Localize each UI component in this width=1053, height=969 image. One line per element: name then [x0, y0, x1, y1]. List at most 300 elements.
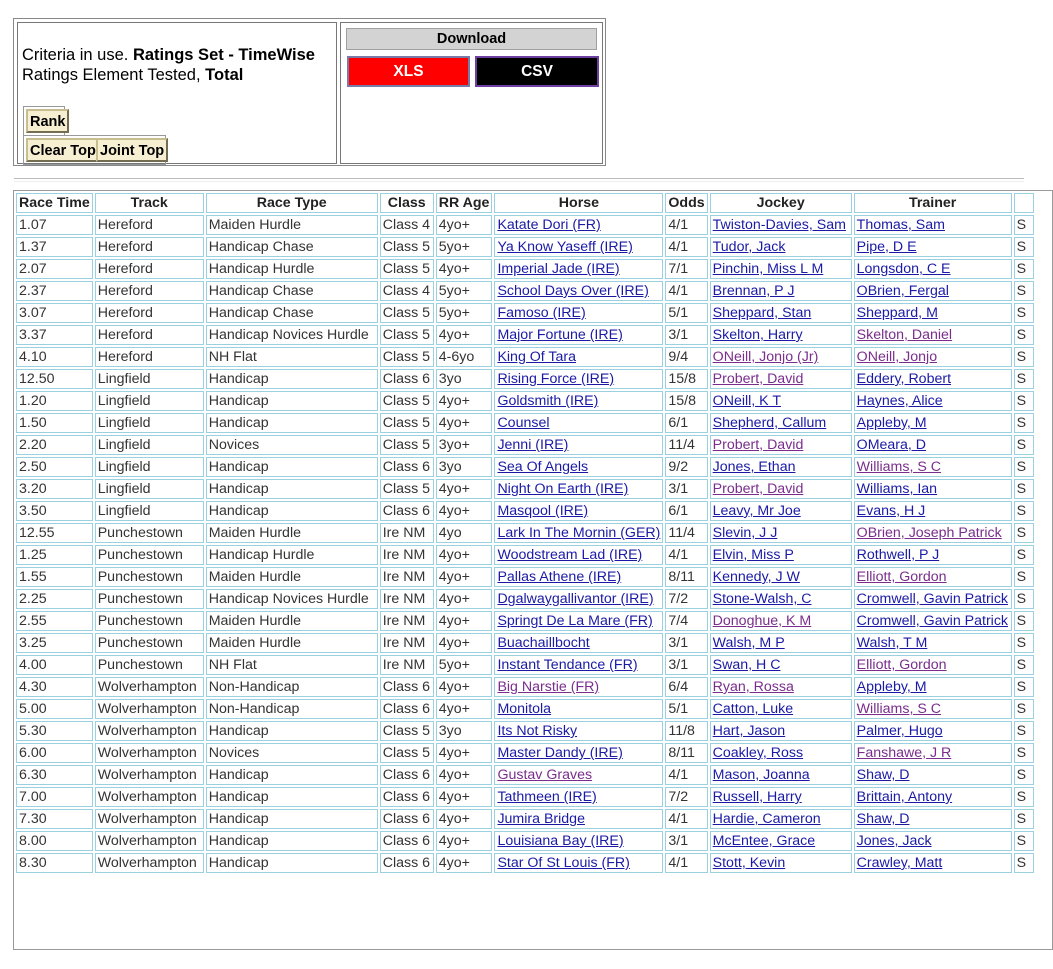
jockey-link[interactable]: Skelton, Harry [712, 327, 803, 343]
class-cell: Class 6 [380, 699, 434, 719]
extra-cell: S [1014, 699, 1034, 719]
trainer-cell [854, 435, 1012, 455]
rr-age-cell: 4yo+ [436, 545, 493, 565]
race-type-cell: Handicap [206, 457, 378, 477]
jockey-link[interactable]: Tudor, Jack [712, 239, 786, 255]
col-header-race-time[interactable]: Race Time [16, 193, 93, 213]
track-cell: Lingfield [95, 435, 204, 455]
extra-cell: S [1014, 259, 1034, 279]
trainer-cell [854, 765, 1012, 785]
track-cell: Hereford [95, 303, 204, 323]
horse-link[interactable]: Instant Tendance (FR) [497, 657, 638, 673]
odds-cell: 15/8 [665, 369, 707, 389]
class-cell: Class 5 [380, 743, 434, 763]
odds-cell: 4/1 [665, 215, 707, 235]
jockey-cell [710, 237, 852, 257]
track-cell: Wolverhampton [95, 831, 204, 851]
race-time-cell: 2.07 [16, 259, 93, 279]
track-cell: Lingfield [95, 413, 204, 433]
class-cell: Class 5 [380, 259, 434, 279]
odds-cell: 3/1 [665, 655, 707, 675]
trainer-link[interactable]: Elliott, Gordon [856, 657, 947, 673]
table-body [16, 215, 1034, 873]
table-row [16, 655, 1034, 675]
horse-link[interactable]: Master Dandy (IRE) [497, 745, 623, 761]
horse-link[interactable]: Rising Force (IRE) [497, 371, 615, 387]
extra-cell: S [1014, 237, 1034, 257]
race-time-cell: 2.37 [16, 281, 93, 301]
race-time-cell: 12.50 [16, 369, 93, 389]
extra-cell: S [1014, 303, 1034, 323]
horse-link[interactable]: Pallas Athene (IRE) [497, 569, 622, 585]
horse-cell [494, 457, 663, 477]
track-cell: Hereford [95, 347, 204, 367]
horse-cell [494, 413, 663, 433]
jockey-link[interactable]: Hardie, Cameron [712, 811, 821, 827]
jockey-link[interactable]: Elvin, Miss P [712, 547, 794, 563]
race-time-cell: 7.00 [16, 787, 93, 807]
track-cell: Wolverhampton [95, 765, 204, 785]
extra-cell: S [1014, 215, 1034, 235]
odds-cell: 15/8 [665, 391, 707, 411]
jockey-link[interactable]: Coakley, Ross [712, 745, 804, 761]
horse-link[interactable]: Jumira Bridge [497, 811, 585, 827]
jockey-link[interactable]: Stott, Kevin [712, 855, 786, 871]
trainer-link[interactable]: Thomas, Sam [856, 217, 945, 233]
odds-cell: 3/1 [665, 831, 707, 851]
horse-cell [494, 853, 663, 873]
odds-cell: 3/1 [665, 479, 707, 499]
table-row [16, 369, 1034, 389]
horse-link[interactable]: Gustav Graves [497, 767, 593, 783]
trainer-link[interactable]: Appleby, M [856, 679, 927, 695]
rr-age-cell: 4yo+ [436, 325, 493, 345]
odds-cell: 7/2 [665, 787, 707, 807]
ratings-element-value: Total [205, 66, 244, 84]
class-cell: Class 5 [380, 413, 434, 433]
jockey-cell [710, 281, 852, 301]
horse-cell [494, 325, 663, 345]
track-cell: Punchestown [95, 523, 204, 543]
trainer-link[interactable]: Williams, S C [856, 459, 941, 475]
odds-cell: 6/1 [665, 501, 707, 521]
trainer-link[interactable]: Brittain, Antony [856, 789, 953, 805]
extra-cell: S [1014, 765, 1034, 785]
trainer-link[interactable]: Pipe, D E [856, 239, 917, 255]
race-time-cell: 6.30 [16, 765, 93, 785]
criteria-panel [13, 18, 606, 166]
trainer-link[interactable]: Fanshawe, J R [856, 745, 952, 761]
col-header-trainer[interactable]: Trainer [854, 193, 1012, 213]
class-cell: Class 5 [380, 303, 434, 323]
race-type-cell: Handicap [206, 853, 378, 873]
horse-link[interactable]: Counsel [497, 415, 550, 431]
trainer-cell [854, 457, 1012, 477]
track-cell: Punchestown [95, 545, 204, 565]
trainer-cell [854, 479, 1012, 499]
race-type-cell: Handicap [206, 787, 378, 807]
jockey-link[interactable]: Hart, Jason [712, 723, 786, 739]
jockey-cell [710, 545, 852, 565]
jockey-link[interactable]: McEntee, Grace [712, 833, 816, 849]
horse-link[interactable]: Masqool (IRE) [497, 503, 589, 519]
col-header-track[interactable]: Track [95, 193, 204, 213]
jockey-link[interactable]: Donoghue, K M [712, 613, 812, 629]
odds-cell: 8/11 [665, 567, 707, 587]
trainer-link[interactable]: Walsh, T M [856, 635, 928, 651]
table-row [16, 523, 1034, 543]
jockey-link[interactable]: Jones, Ethan [712, 459, 796, 475]
horse-link[interactable]: Night On Earth (IRE) [497, 481, 629, 497]
extra-cell: S [1014, 831, 1034, 851]
horse-cell [494, 677, 663, 697]
class-cell: Class 6 [380, 853, 434, 873]
jockey-cell [710, 787, 852, 807]
trainer-link[interactable]: Cromwell, Gavin Patrick [856, 591, 1009, 607]
class-cell: Class 6 [380, 831, 434, 851]
rr-age-cell: 5yo+ [436, 237, 493, 257]
trainer-cell [854, 787, 1012, 807]
horse-link[interactable]: Goldsmith (IRE) [497, 393, 599, 409]
horse-link[interactable]: Major Fortune (IRE) [497, 327, 623, 343]
rr-age-cell: 4yo+ [436, 765, 493, 785]
rank-button[interactable]: Rank [26, 109, 69, 133]
race-type-cell: Maiden Hurdle [206, 611, 378, 631]
table-row [16, 237, 1034, 257]
trainer-cell [854, 589, 1012, 609]
jockey-cell [710, 413, 852, 433]
table-row [16, 215, 1034, 235]
trainer-cell [854, 391, 1012, 411]
jockey-link[interactable]: Walsh, M P [712, 635, 785, 651]
horse-cell [494, 281, 663, 301]
extra-cell: S [1014, 545, 1034, 565]
horse-link[interactable]: Buachaillbocht [497, 635, 590, 651]
jockey-link[interactable]: Swan, H C [712, 657, 781, 673]
race-time-cell: 3.07 [16, 303, 93, 323]
col-header-class[interactable]: Class [380, 193, 434, 213]
jockey-link[interactable]: Leavy, Mr Joe [712, 503, 801, 519]
jockey-link[interactable]: Slevin, J J [712, 525, 778, 541]
horse-cell [494, 633, 663, 653]
race-time-cell: 1.20 [16, 391, 93, 411]
trainer-link[interactable]: Appleby, M [856, 415, 927, 431]
odds-cell: 4/1 [665, 765, 707, 785]
trainer-link[interactable]: Longsdon, C E [856, 261, 951, 277]
class-cell: Class 4 [380, 281, 434, 301]
table-row [16, 545, 1034, 565]
table-row [16, 831, 1034, 851]
extra-cell: S [1014, 479, 1034, 499]
jockey-link[interactable]: Probert, David [712, 481, 804, 497]
horse-link[interactable]: Jenni (IRE) [497, 437, 569, 453]
table-row [16, 633, 1034, 653]
track-cell: Hereford [95, 325, 204, 345]
horse-cell [494, 347, 663, 367]
race-time-cell: 2.25 [16, 589, 93, 609]
ratings-element-label: Ratings Element Tested, [22, 66, 201, 84]
horse-link[interactable]: Tathmeen (IRE) [497, 789, 597, 805]
jockey-link[interactable]: Brennan, P J [712, 283, 795, 299]
class-cell: Class 6 [380, 677, 434, 697]
track-cell: Hereford [95, 237, 204, 257]
class-cell: Ire NM [380, 545, 434, 565]
table-row [16, 435, 1034, 455]
table-header-row [16, 193, 1034, 213]
rr-age-cell: 4yo+ [436, 699, 493, 719]
track-cell: Wolverhampton [95, 721, 204, 741]
jockey-cell [710, 655, 852, 675]
xls-download-button[interactable]: XLS [347, 56, 470, 87]
table-row [16, 347, 1034, 367]
rr-age-cell: 5yo+ [436, 303, 493, 323]
trainer-link[interactable]: Eddery, Robert [856, 371, 952, 387]
results-table [14, 191, 1036, 875]
jockey-link[interactable]: Kennedy, J W [712, 569, 800, 585]
odds-cell: 3/1 [665, 325, 707, 345]
trainer-link[interactable]: Haynes, Alice [856, 393, 943, 409]
horse-link[interactable]: Star Of St Louis (FR) [497, 855, 630, 871]
race-type-cell: Handicap [206, 413, 378, 433]
track-cell: Wolverhampton [95, 809, 204, 829]
trainer-link[interactable]: Palmer, Hugo [856, 723, 943, 739]
class-cell: Class 5 [380, 479, 434, 499]
jockey-cell [710, 809, 852, 829]
track-cell: Punchestown [95, 633, 204, 653]
horse-cell [494, 721, 663, 741]
jockey-cell [710, 259, 852, 279]
horse-cell [494, 545, 663, 565]
jockey-link[interactable]: Shepherd, Callum [712, 415, 827, 431]
jockey-link[interactable]: Probert, David [712, 371, 804, 387]
horse-cell [494, 699, 663, 719]
trainer-link[interactable]: Rothwell, P J [856, 547, 940, 563]
class-cell: Class 6 [380, 501, 434, 521]
race-type-cell: Handicap Hurdle [206, 259, 378, 279]
race-time-cell: 8.00 [16, 831, 93, 851]
race-time-cell: 3.50 [16, 501, 93, 521]
trainer-cell [854, 743, 1012, 763]
jockey-link[interactable]: ONeill, Jonjo (Jr) [712, 349, 819, 365]
table-row [16, 787, 1034, 807]
rr-age-cell: 4yo+ [436, 589, 493, 609]
extra-cell: S [1014, 677, 1034, 697]
horse-link[interactable]: Ya Know Yaseff (IRE) [497, 239, 633, 255]
horse-link[interactable]: Woodstream Lad (IRE) [497, 547, 643, 563]
trainer-link[interactable]: Skelton, Daniel [856, 327, 953, 343]
jockey-cell [710, 325, 852, 345]
horse-link[interactable]: Big Narstie (FR) [497, 679, 600, 695]
jockey-link[interactable]: Sheppard, Stan [712, 305, 812, 321]
extra-cell: S [1014, 743, 1034, 763]
horse-cell [494, 655, 663, 675]
trainer-cell [854, 215, 1012, 235]
jockey-link[interactable]: Mason, Joanna [712, 767, 810, 783]
odds-cell: 8/11 [665, 743, 707, 763]
clear-top-button[interactable]: Clear Top [26, 138, 100, 162]
track-cell: Hereford [95, 259, 204, 279]
jockey-cell [710, 215, 852, 235]
criteria-line-1 [22, 45, 315, 65]
trainer-link[interactable]: ONeill, Jonjo [856, 349, 938, 365]
jockey-link[interactable]: ONeill, K T [712, 393, 781, 409]
table-row [16, 721, 1034, 741]
horse-link[interactable]: King Of Tara [497, 349, 577, 365]
odds-cell: 4/1 [665, 545, 707, 565]
trainer-link[interactable]: OMeara, D [856, 437, 927, 453]
jockey-link[interactable]: Ryan, Rossa [712, 679, 794, 695]
race-type-cell: Handicap [206, 721, 378, 741]
trainer-link[interactable]: Williams, Ian [856, 481, 938, 497]
table-row [16, 281, 1034, 301]
horse-cell [494, 259, 663, 279]
rr-age-cell: 4yo+ [436, 677, 493, 697]
table-row [16, 699, 1034, 719]
extra-cell: S [1014, 589, 1034, 609]
race-time-cell: 3.20 [16, 479, 93, 499]
class-cell: Ire NM [380, 589, 434, 609]
rr-age-cell: 4yo+ [436, 831, 493, 851]
table-row [16, 325, 1034, 345]
track-cell: Punchestown [95, 655, 204, 675]
horse-link[interactable]: Its Not Risky [497, 723, 578, 739]
results-table-container [13, 190, 1053, 950]
track-cell: Wolverhampton [95, 677, 204, 697]
race-time-cell: 12.55 [16, 523, 93, 543]
race-type-cell: Handicap Chase [206, 237, 378, 257]
odds-cell: 11/4 [665, 523, 707, 543]
trainer-link[interactable]: OBrien, Joseph Patrick [856, 525, 1002, 541]
jockey-cell [710, 567, 852, 587]
jockey-link[interactable]: Twiston-Davies, Sam [712, 217, 846, 233]
trainer-link[interactable]: OBrien, Fergal [856, 283, 949, 299]
horse-link[interactable]: Springt De La Mare (FR) [497, 613, 653, 629]
class-cell: Class 5 [380, 721, 434, 741]
horse-link[interactable]: Lark In The Mornin (GER) [497, 525, 661, 541]
trainer-link[interactable]: Cromwell, Gavin Patrick [856, 613, 1009, 629]
class-cell: Class 6 [380, 809, 434, 829]
jockey-link[interactable]: Stone-Walsh, C [712, 591, 812, 607]
race-type-cell: Handicap Novices Hurdle [206, 589, 378, 609]
horse-cell [494, 391, 663, 411]
jockey-cell [710, 831, 852, 851]
horse-link[interactable]: Monitola [497, 701, 552, 717]
col-header-jockey[interactable]: Jockey [710, 193, 852, 213]
odds-cell: 6/1 [665, 413, 707, 433]
race-time-cell: 5.00 [16, 699, 93, 719]
jockey-cell [710, 677, 852, 697]
trainer-cell [854, 501, 1012, 521]
col-header-odds[interactable]: Odds [665, 193, 707, 213]
jockey-cell [710, 347, 852, 367]
odds-cell: 4/1 [665, 237, 707, 257]
trainer-link[interactable]: Shaw, D [856, 811, 910, 827]
trainer-link[interactable]: Elliott, Gordon [856, 569, 947, 585]
horse-cell [494, 589, 663, 609]
race-time-cell: 8.30 [16, 853, 93, 873]
horse-link[interactable]: Imperial Jade (IRE) [497, 261, 620, 277]
rr-age-cell: 3yo [436, 369, 493, 389]
extra-cell: S [1014, 853, 1034, 873]
horse-link[interactable]: School Days Over (IRE) [497, 283, 649, 299]
horse-cell [494, 501, 663, 521]
odds-cell: 9/4 [665, 347, 707, 367]
jockey-link[interactable]: Pinchin, Miss L M [712, 261, 824, 277]
horse-cell [494, 787, 663, 807]
trainer-cell [854, 655, 1012, 675]
trainer-link[interactable]: Williams, S C [856, 701, 941, 717]
trainer-cell [854, 809, 1012, 829]
table-row [16, 413, 1034, 433]
race-type-cell: Handicap [206, 479, 378, 499]
table-row [16, 391, 1034, 411]
jockey-cell [710, 611, 852, 631]
race-type-cell: Novices [206, 743, 378, 763]
col-header-rr-age[interactable]: RR Age [436, 193, 493, 213]
rr-age-cell: 3yo [436, 457, 493, 477]
race-time-cell: 4.30 [16, 677, 93, 697]
class-cell: Class 6 [380, 457, 434, 477]
table-row [16, 677, 1034, 697]
odds-cell: 6/4 [665, 677, 707, 697]
jockey-link[interactable]: Russell, Harry [712, 789, 802, 805]
race-type-cell: Handicap Hurdle [206, 545, 378, 565]
race-time-cell: 2.55 [16, 611, 93, 631]
trainer-link[interactable]: Sheppard, M [856, 305, 938, 321]
horse-link[interactable]: Famoso (IRE) [497, 305, 586, 321]
table-row [16, 501, 1034, 521]
horse-link[interactable]: Louisiana Bay (IRE) [497, 833, 624, 849]
horse-link[interactable]: Dgalwaygallivantor (IRE) [497, 591, 654, 607]
jockey-cell [710, 589, 852, 609]
jockey-cell [710, 853, 852, 873]
jockey-link[interactable]: Catton, Luke [712, 701, 794, 717]
jockey-cell [710, 479, 852, 499]
extra-cell: S [1014, 523, 1034, 543]
extra-cell: S [1014, 413, 1034, 433]
trainer-link[interactable]: Crawley, Matt [856, 855, 943, 871]
trainer-cell [854, 721, 1012, 741]
horse-link[interactable]: Katate Dori (FR) [497, 217, 601, 233]
csv-download-button[interactable]: CSV [475, 56, 599, 87]
class-cell: Class 6 [380, 765, 434, 785]
class-cell: Ire NM [380, 633, 434, 653]
jockey-link[interactable]: Probert, David [712, 437, 804, 453]
joint-top-button[interactable]: Joint Top [96, 138, 168, 162]
trainer-link[interactable]: Evans, H J [856, 503, 926, 519]
col-header-extra[interactable] [1014, 193, 1034, 213]
horse-cell [494, 765, 663, 785]
table-row [16, 589, 1034, 609]
horse-link[interactable]: Sea Of Angels [497, 459, 589, 475]
rr-age-cell: 4yo+ [436, 853, 493, 873]
jockey-cell [710, 633, 852, 653]
criteria-box [17, 22, 337, 164]
trainer-cell [854, 325, 1012, 345]
col-header-race-type[interactable]: Race Type [206, 193, 378, 213]
col-header-horse[interactable]: Horse [494, 193, 663, 213]
trainer-link[interactable]: Jones, Jack [856, 833, 932, 849]
class-cell: Ire NM [380, 567, 434, 587]
rr-age-cell: 4yo+ [436, 633, 493, 653]
extra-cell: S [1014, 567, 1034, 587]
table-row [16, 765, 1034, 785]
trainer-link[interactable]: Shaw, D [856, 767, 910, 783]
trainer-cell [854, 853, 1012, 873]
extra-cell: S [1014, 281, 1034, 301]
track-cell: Wolverhampton [95, 853, 204, 873]
track-cell: Punchestown [95, 611, 204, 631]
